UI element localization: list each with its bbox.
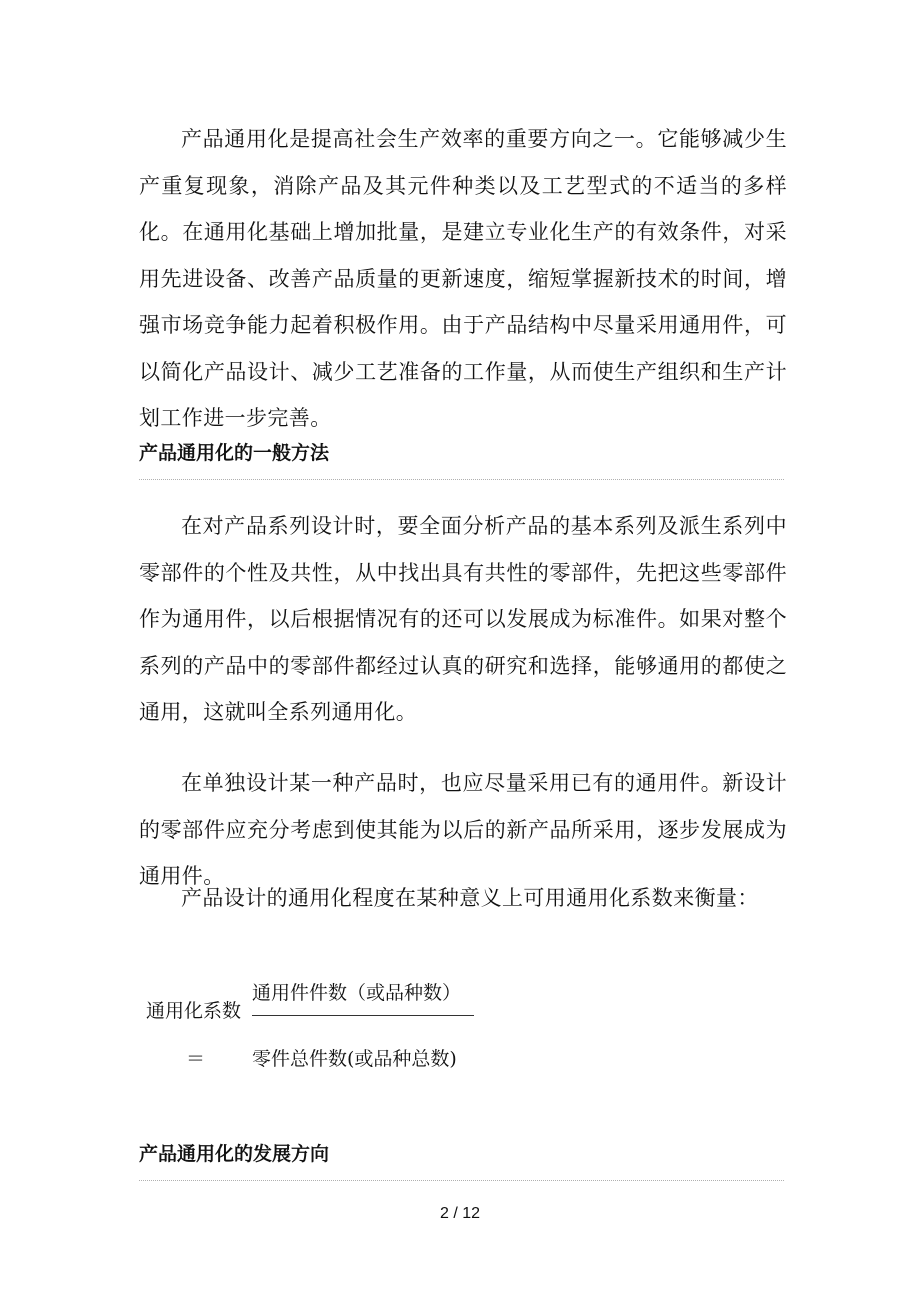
formula-fraction-bar [252, 1015, 474, 1016]
intro-paragraph: 产品通用化是提高社会生产效率的重要方向之一。它能够减少生产重复现象，消除产品及其元件种类以及工艺型式的不适当的多样化。在通用化基础上增加批量，是建立专业化生产的有效条件，对采用先进设备、改善产品质量的更新速度，缩短掌握新技术的时间，增强市场竞争能力起着积极作用。由于产品结构中尽量采用通用件，可以简化产品设计、减少工艺准备的工作量，从而使生产组织和生产计划工作进一步完善。 [139, 127, 787, 430]
methods-paragraph-1: 在对产品系列设计时，要全面分析产品的基本系列及派生系列中零部件的个性及共性，从中找出具有共性的零部件，先把这些零部件作为通用件，以后根据情况有的还可以发展成为标准件。如果对整个系列的产品中的零部件都经过认真的研究和选择，能够通用的都使之通用，这就叫全系列通用化。 [139, 514, 787, 724]
total-pages: 12 [462, 1205, 481, 1222]
formula-denominator: 零件总件数(或品种总数) [252, 1048, 457, 1070]
formula-numerator: 通用件件数（或品种数） [252, 982, 462, 1004]
section-heading-general-methods: 产品通用化的一般方法 [139, 442, 330, 464]
page-number: 2 [439, 1205, 449, 1222]
formula-equals-sign: ＝ [186, 1048, 206, 1070]
methods-paragraph-3: 产品设计的通用化程度在某种意义上可用通用化系数来衡量： [181, 886, 759, 910]
section-divider [139, 1180, 784, 1181]
formula-label: 通用化系数 [146, 1000, 242, 1022]
page-footer [0, 1205, 920, 1223]
methods-paragraph-2: 在单独设计某一种产品时，也应尽量采用已有的通用件。新设计的零部件应充分考虑到使其能为以后的新产品所采用，逐步发展成为通用件。 [139, 771, 787, 888]
section-divider [139, 479, 784, 480]
page-separator: / [453, 1205, 458, 1222]
section-heading-development-direction: 产品通用化的发展方向 [139, 1143, 330, 1165]
